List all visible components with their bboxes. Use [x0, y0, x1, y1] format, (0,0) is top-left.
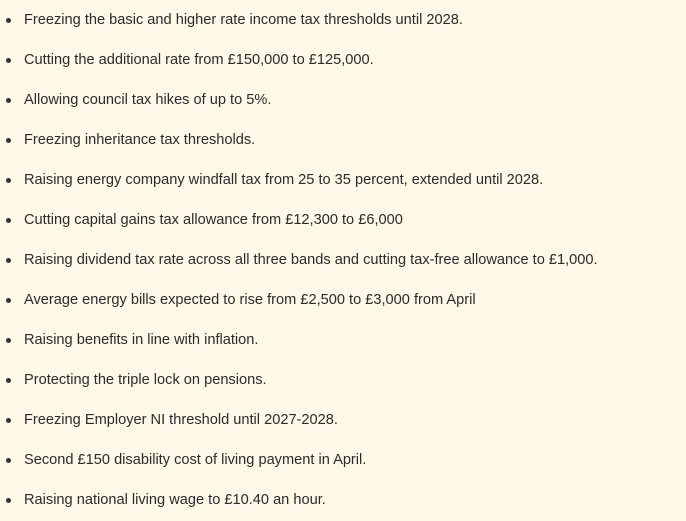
bullet-icon — [6, 58, 11, 63]
list-item-text: Freezing inheritance tax thresholds. — [24, 132, 256, 148]
list-item — [0, 320, 686, 360]
list-item-text: Raising energy company windfall tax from 25 to 35 percent, extended until 2028. — [24, 172, 544, 188]
list-item — [0, 160, 686, 200]
bullet-icon — [6, 498, 11, 503]
list-item-text: Average energy bills expected to rise from £2,500 to £3,000 from April — [24, 292, 476, 308]
bullet-icon — [6, 338, 11, 343]
list-item-text: Freezing the basic and higher rate income tax thresholds until 2028. — [24, 12, 463, 28]
list-item — [0, 400, 686, 440]
list-item-text: Allowing council tax hikes of up to 5%. — [24, 92, 272, 108]
bullet-icon — [6, 218, 11, 223]
bullet-icon — [6, 458, 11, 463]
list-item-text: Cutting the additional rate from £150,000 to £125,000. — [24, 52, 374, 68]
list-item-text: Raising benefits in line with inflation. — [24, 332, 259, 348]
bullet-icon — [6, 18, 11, 23]
list-item — [0, 200, 686, 240]
list-item-text: Second £150 disability cost of living payment in April. — [24, 452, 367, 468]
list-item — [0, 80, 686, 120]
bullet-icon — [6, 98, 11, 103]
list-item-text: Protecting the triple lock on pensions. — [24, 372, 267, 388]
list-item — [0, 0, 686, 40]
bullet-icon — [6, 418, 11, 423]
list-item — [0, 120, 686, 160]
bullet-icon — [6, 378, 11, 383]
bullet-icon — [6, 138, 11, 143]
list-item — [0, 480, 686, 520]
bullet-icon — [6, 178, 11, 183]
list-item-text: Freezing Employer NI threshold until 2027-2028. — [24, 412, 338, 428]
list-item — [0, 240, 686, 280]
list-item — [0, 440, 686, 480]
bullet-icon — [6, 258, 11, 263]
list-item — [0, 40, 686, 80]
list-item-text: Raising national living wage to £10.40 an hour. — [24, 492, 326, 508]
bullet-icon — [6, 298, 11, 303]
list-item-text: Cutting capital gains tax allowance from £12,300 to £6,000 — [24, 212, 403, 228]
list-item — [0, 280, 686, 320]
list-item — [0, 360, 686, 400]
list-item-text: Raising dividend tax rate across all three bands and cutting tax-free allowance to £1,000. — [24, 252, 598, 268]
